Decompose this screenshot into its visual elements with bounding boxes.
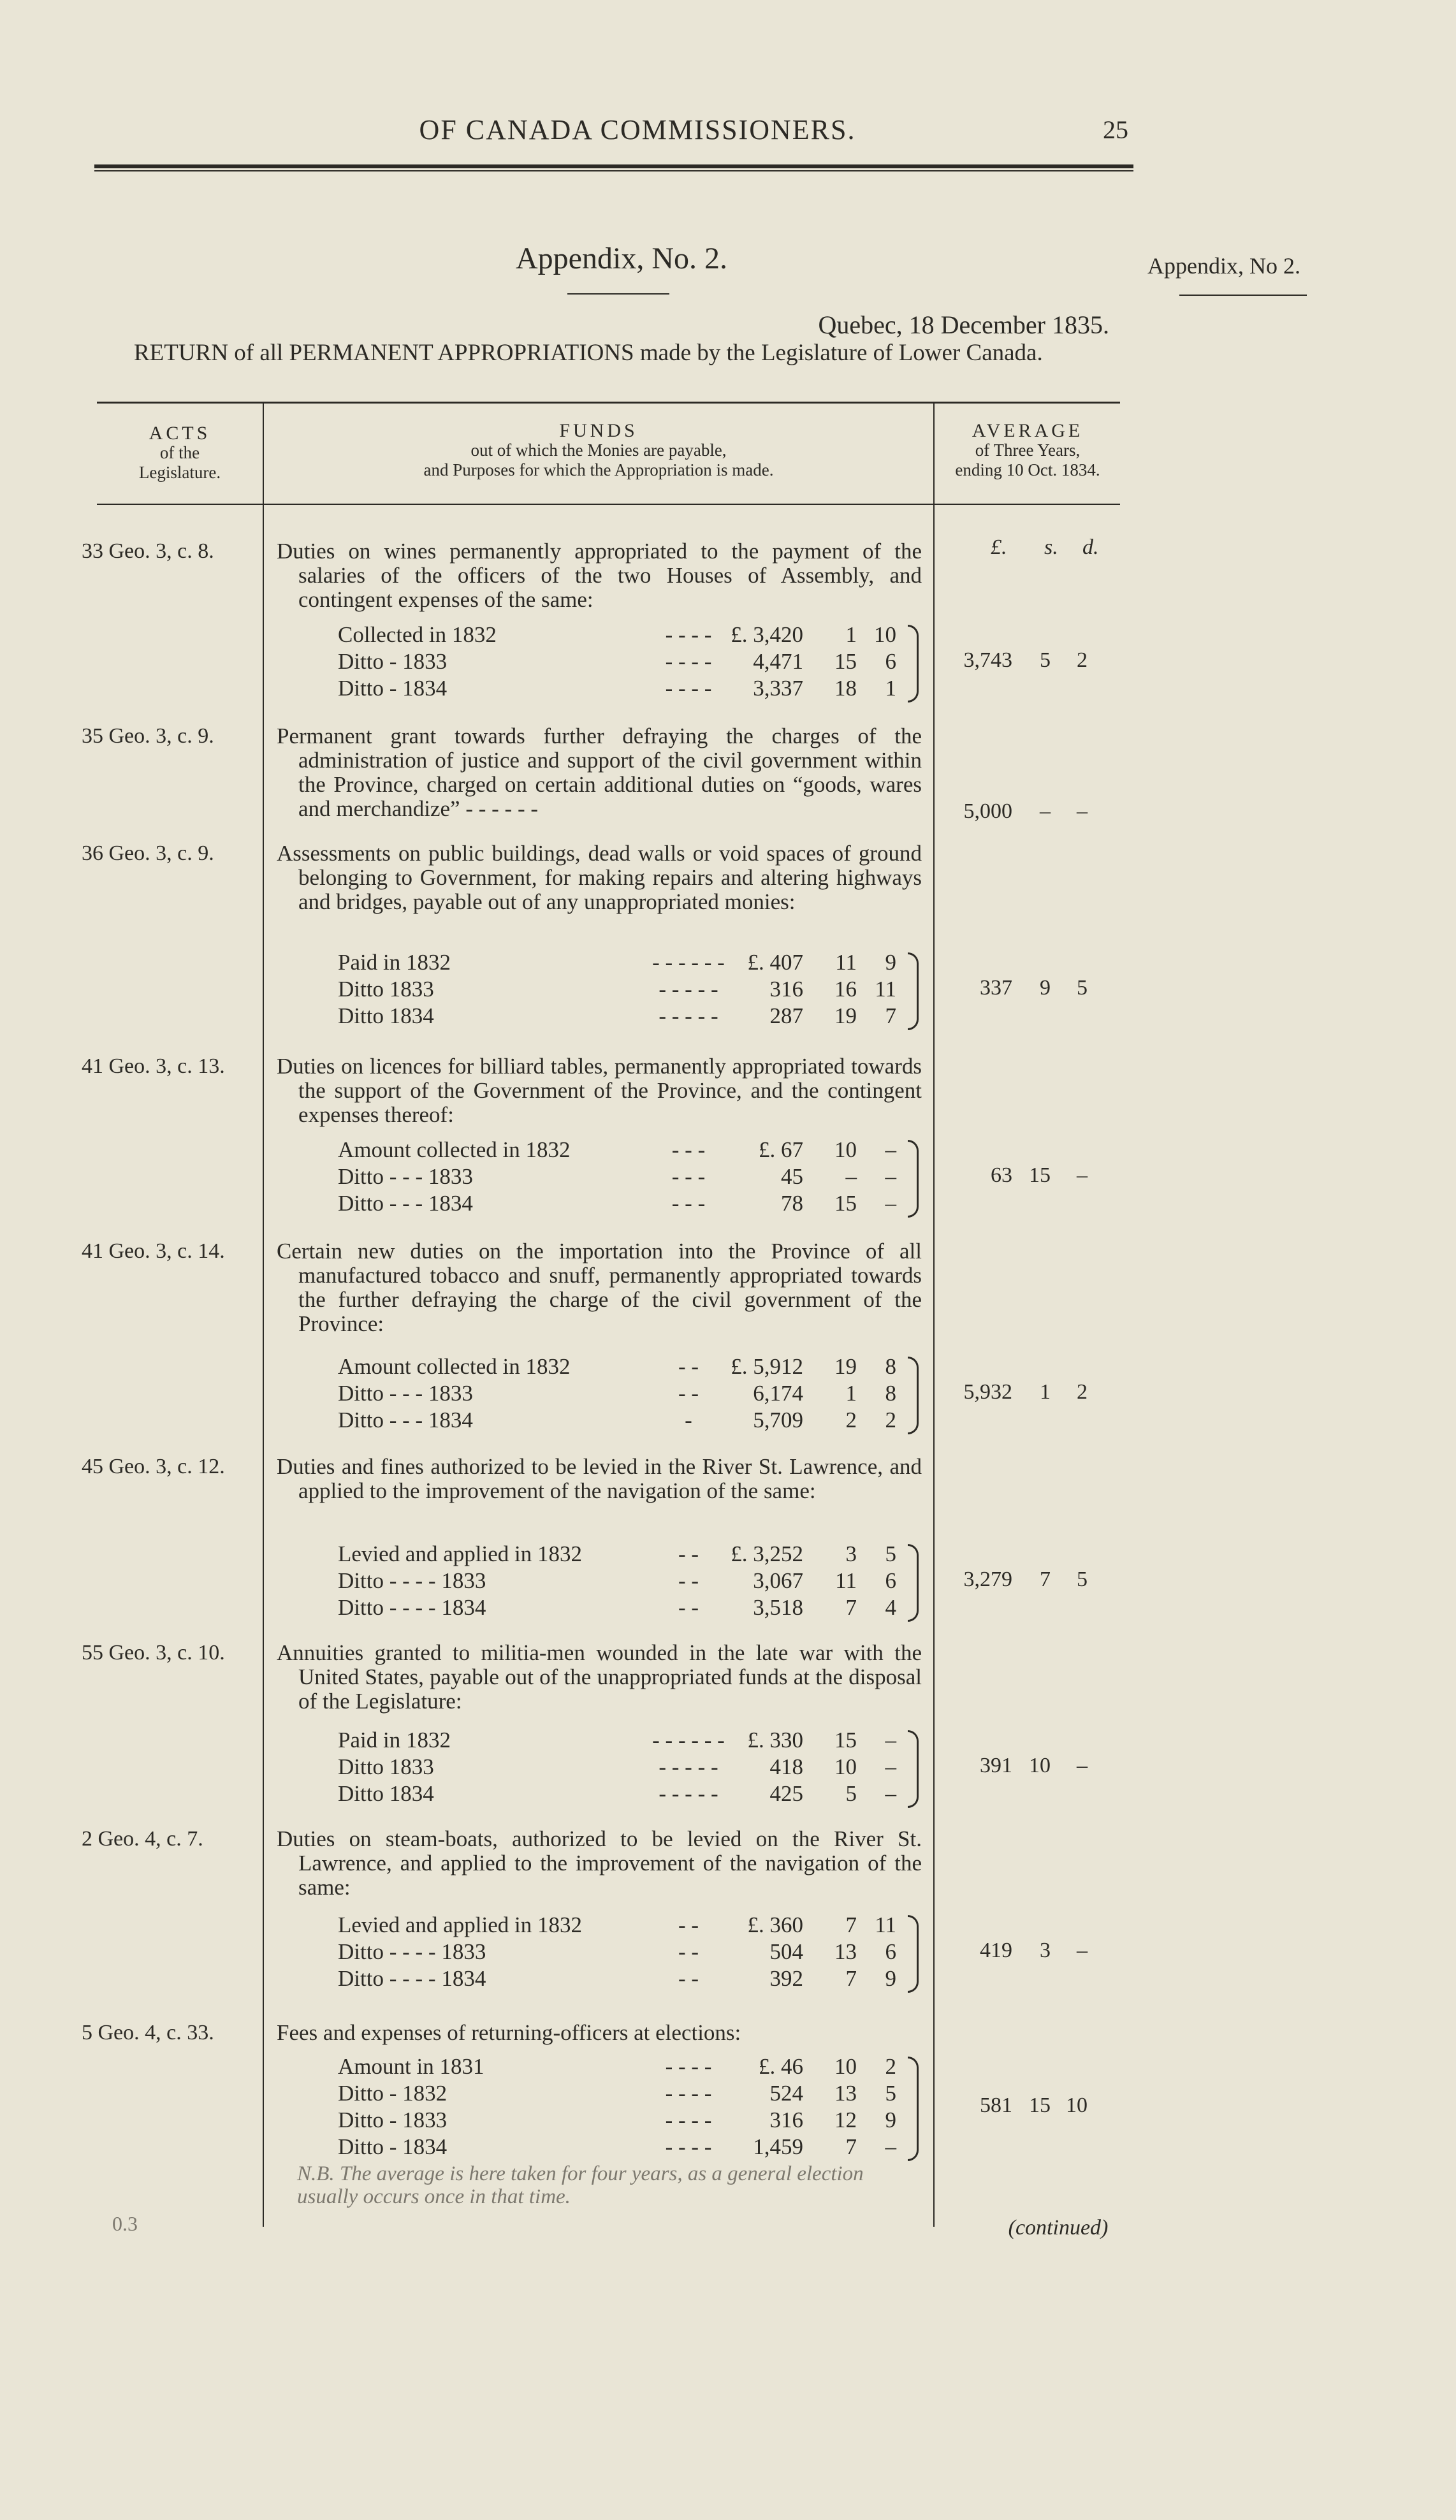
amount-pence: 11 bbox=[875, 977, 896, 1001]
amount-pounds: 392 bbox=[769, 1966, 803, 1991]
amount-pounds: 3,067 bbox=[753, 1568, 803, 1593]
amount-row bbox=[331, 1939, 924, 1965]
amount-label: Levied and applied in 1832 bbox=[338, 1912, 582, 1937]
amount-row bbox=[331, 950, 924, 975]
amount-leader-dots: - - - bbox=[671, 1137, 706, 1162]
average-pounds: 337 bbox=[980, 976, 1012, 1000]
amount-pounds: 1,459 bbox=[753, 2134, 803, 2159]
amount-pence: 9 bbox=[885, 1966, 896, 1991]
place-date: Quebec, 18 December 1835. bbox=[818, 310, 1109, 339]
fund-description: Annuities granted to militia-men wounded in the late war with the United States, payable out of the unappropriated funds at the disposal of the Legislature: bbox=[277, 1640, 922, 1714]
amount-pence: 6 bbox=[885, 649, 896, 674]
amount-pence: 11 bbox=[875, 1912, 896, 1937]
average-value bbox=[935, 799, 1121, 825]
average-value bbox=[935, 1939, 1121, 1964]
amount-label: Amount in 1831 bbox=[338, 2054, 484, 2079]
amount-row bbox=[331, 1781, 924, 1807]
average-currency-header bbox=[935, 535, 1121, 561]
amount-row bbox=[331, 1754, 924, 1780]
amount-shillings: – bbox=[845, 1164, 857, 1189]
act-reference: 36 Geo. 3, c. 9. bbox=[82, 841, 214, 865]
col-header-acts-title: ACTS bbox=[149, 423, 211, 444]
amount-pounds: £. 407 bbox=[747, 950, 803, 975]
table-header-rule bbox=[97, 504, 1120, 505]
col-header-average bbox=[935, 421, 1121, 480]
fund-description: Duties on steam-boats, authorized to be levied on the River St. Lawrence, and applied to the improvement of the navigation of the same: bbox=[277, 1826, 922, 1900]
running-header-title: OF CANADA COMMISSIONERS. bbox=[419, 114, 856, 145]
col-header-average-title: AVERAGE bbox=[972, 420, 1084, 441]
amount-leader-dots: - - - - - - bbox=[652, 950, 725, 975]
currency-pounds: £. bbox=[991, 535, 1007, 559]
amount-leader-dots: - - - - bbox=[665, 2108, 712, 2132]
act-reference: 55 Geo. 3, c. 10. bbox=[82, 1641, 225, 1664]
average-pounds: 63 bbox=[991, 1163, 1012, 1187]
amount-leader-dots: - - - - - bbox=[659, 1781, 718, 1806]
average-pence: – bbox=[1077, 1163, 1088, 1187]
amount-shillings: 13 bbox=[834, 1939, 857, 1964]
amount-pounds: 78 bbox=[781, 1191, 803, 1216]
col-header-acts bbox=[97, 423, 263, 483]
average-value bbox=[935, 976, 1121, 1001]
average-value bbox=[935, 1380, 1121, 1406]
amount-shillings: 18 bbox=[834, 676, 857, 701]
amount-leader-dots: - - - - - - bbox=[652, 1728, 725, 1752]
amount-pounds: £. 3,420 bbox=[731, 622, 803, 647]
amount-row bbox=[331, 977, 924, 1002]
amount-row bbox=[331, 1541, 924, 1567]
amount-pounds: 316 bbox=[769, 2108, 803, 2132]
amount-shillings: 10 bbox=[834, 1137, 857, 1162]
amount-pence: 9 bbox=[885, 950, 896, 975]
amount-leader-dots: - - - - - bbox=[659, 977, 718, 1001]
average-shillings: – bbox=[1040, 799, 1051, 823]
return-title: RETURN of all PERMANENT APPROPRIATIONS made by the Legislature of Lower Canada. bbox=[134, 340, 1043, 366]
amount-pence: 8 bbox=[885, 1354, 896, 1379]
average-shillings: 10 bbox=[1029, 1754, 1051, 1777]
amount-pence: 6 bbox=[885, 1939, 896, 1964]
amount-row bbox=[331, 1408, 924, 1433]
amount-pounds: £. 5,912 bbox=[731, 1354, 803, 1379]
average-value bbox=[935, 1754, 1121, 1779]
amount-pence: 5 bbox=[885, 2081, 896, 2106]
amount-label: Paid in 1832 bbox=[338, 950, 451, 975]
amount-leader-dots: - - bbox=[678, 1381, 699, 1406]
amount-pounds: 4,471 bbox=[753, 649, 803, 674]
amount-pounds: 425 bbox=[769, 1781, 803, 1806]
amount-leader-dots: - - bbox=[678, 1568, 699, 1593]
amount-pence: 4 bbox=[885, 1595, 896, 1620]
amount-shillings: 15 bbox=[834, 649, 857, 674]
average-pounds: 5,000 bbox=[963, 799, 1012, 823]
amount-leader-dots: - - - - bbox=[665, 676, 712, 701]
amount-pence: – bbox=[885, 1137, 896, 1162]
act-reference: 5 Geo. 4, c. 33. bbox=[82, 2021, 214, 2044]
amount-shillings: 12 bbox=[834, 2108, 857, 2132]
average-pounds: 419 bbox=[980, 1939, 1012, 1962]
amount-leader-dots: - - - - bbox=[665, 622, 712, 647]
average-value bbox=[935, 648, 1121, 674]
amount-shillings: 15 bbox=[834, 1728, 857, 1752]
average-pence: – bbox=[1077, 1939, 1088, 1962]
amount-pence: – bbox=[885, 1728, 896, 1752]
amount-leader-dots: - - - - bbox=[665, 2081, 712, 2106]
amount-pounds: 524 bbox=[769, 2081, 803, 2106]
amount-row bbox=[331, 676, 924, 701]
amount-shillings: 19 bbox=[834, 1003, 857, 1028]
amount-pence: 1 bbox=[885, 676, 896, 701]
col-divider-acts bbox=[263, 404, 264, 2227]
average-value bbox=[935, 2094, 1121, 2119]
amount-pounds: £. 330 bbox=[747, 1728, 803, 1752]
act-reference: 41 Geo. 3, c. 13. bbox=[82, 1054, 225, 1078]
amount-leader-dots: - - bbox=[678, 1912, 699, 1937]
amount-shillings: 7 bbox=[845, 1966, 857, 1991]
amount-label: Levied and applied in 1832 bbox=[338, 1541, 582, 1566]
amount-shillings: 16 bbox=[834, 977, 857, 1001]
amount-row bbox=[331, 2054, 924, 2079]
amount-leader-dots: - - bbox=[678, 1354, 699, 1379]
currency-pence: d. bbox=[1082, 535, 1099, 559]
currency-shillings: s. bbox=[1044, 535, 1058, 559]
amount-shillings: 5 bbox=[845, 1781, 857, 1806]
amount-shillings: 10 bbox=[834, 1754, 857, 1779]
amount-label: Ditto - - - - 1833 bbox=[338, 1568, 486, 1593]
amount-leader-dots: - - - - bbox=[665, 649, 712, 674]
col-header-funds-sub1: out of which the Monies are payable, bbox=[470, 441, 727, 460]
appendix-title: Appendix, No. 2. bbox=[516, 242, 727, 275]
amount-label: Ditto - - - 1833 bbox=[338, 1164, 473, 1189]
amount-label: Ditto - 1832 bbox=[338, 2081, 448, 2106]
amount-shillings: 2 bbox=[845, 1408, 857, 1432]
amount-pounds: £. 3,252 bbox=[731, 1541, 803, 1566]
average-pence: – bbox=[1077, 799, 1088, 823]
amount-leader-dots: - - bbox=[678, 1595, 699, 1620]
nb-note: N.B. The average is here taken for four years, as a general election usually occurs once in that time. bbox=[297, 2162, 864, 2208]
amount-label: Collected in 1832 bbox=[338, 622, 497, 647]
amount-label: Amount collected in 1832 bbox=[338, 1354, 571, 1379]
act-reference: 35 Geo. 3, c. 9. bbox=[82, 724, 214, 748]
average-shillings: 15 bbox=[1029, 2094, 1051, 2117]
amount-shillings: 7 bbox=[845, 1595, 857, 1620]
side-note: Appendix, No 2. bbox=[1147, 253, 1300, 279]
amount-brace bbox=[908, 1140, 919, 1218]
amount-pence: – bbox=[885, 1781, 896, 1806]
amount-pounds: 316 bbox=[769, 977, 803, 1001]
amount-row bbox=[331, 1137, 924, 1163]
average-pence: 2 bbox=[1077, 1380, 1088, 1404]
average-shillings: 5 bbox=[1040, 648, 1051, 672]
amount-pence: 6 bbox=[885, 1568, 896, 1593]
amount-leader-dots: - - bbox=[678, 1939, 699, 1964]
amount-brace bbox=[908, 1915, 919, 1993]
amount-brace bbox=[908, 952, 919, 1030]
amount-row bbox=[331, 1164, 924, 1190]
amount-pounds: £. 46 bbox=[759, 2054, 803, 2079]
amount-shillings: 3 bbox=[845, 1541, 857, 1566]
amount-brace bbox=[908, 1544, 919, 1622]
amount-shillings: 10 bbox=[834, 2054, 857, 2079]
amount-label: Ditto 1834 bbox=[338, 1003, 434, 1028]
amount-leader-dots: - - - bbox=[671, 1191, 706, 1216]
amount-pounds: 5,709 bbox=[753, 1408, 803, 1432]
header-rule-thick bbox=[94, 164, 1133, 168]
amount-shillings: 15 bbox=[834, 1191, 857, 1216]
amount-row bbox=[331, 1191, 924, 1216]
amount-label: Ditto - 1833 bbox=[338, 649, 448, 674]
amount-label: Ditto - 1834 bbox=[338, 2134, 448, 2159]
amount-row bbox=[331, 1003, 924, 1029]
amount-leader-dots: - bbox=[685, 1408, 692, 1432]
amount-label: Paid in 1832 bbox=[338, 1728, 451, 1752]
amount-pence: 5 bbox=[885, 1541, 896, 1566]
amount-pounds: 504 bbox=[769, 1939, 803, 1964]
amount-pounds: 3,337 bbox=[753, 676, 803, 701]
amount-leader-dots: - - - bbox=[671, 1164, 706, 1189]
table-top-rule bbox=[97, 402, 1120, 404]
amount-label: Ditto - 1833 bbox=[338, 2108, 448, 2132]
side-note-underline bbox=[1179, 295, 1307, 296]
amount-leader-dots: - - - - - bbox=[659, 1003, 718, 1028]
amount-pence: – bbox=[885, 1191, 896, 1216]
amount-pence: 8 bbox=[885, 1381, 896, 1406]
amount-pence: – bbox=[885, 2134, 896, 2159]
average-value bbox=[935, 1163, 1121, 1189]
average-pounds: 3,279 bbox=[963, 1568, 1012, 1591]
amount-label: Ditto 1833 bbox=[338, 977, 434, 1001]
amount-brace bbox=[908, 1357, 919, 1434]
amount-shillings: 13 bbox=[834, 2081, 857, 2106]
amount-label: Ditto - - - 1833 bbox=[338, 1381, 473, 1406]
average-pounds: 391 bbox=[980, 1754, 1012, 1777]
average-pence: 5 bbox=[1077, 976, 1088, 1000]
col-header-funds bbox=[264, 421, 933, 480]
header-rule-thin bbox=[94, 170, 1133, 171]
amount-label: Ditto - - - 1834 bbox=[338, 1408, 473, 1432]
amount-leader-dots: - - - - - bbox=[659, 1754, 718, 1779]
amount-brace bbox=[908, 2057, 919, 2161]
amount-row bbox=[331, 2108, 924, 2133]
act-reference: 45 Geo. 3, c. 12. bbox=[82, 1455, 225, 1478]
amount-row bbox=[331, 1912, 924, 1938]
amount-pounds: 418 bbox=[769, 1754, 803, 1779]
amount-leader-dots: - - - - bbox=[665, 2054, 712, 2079]
act-reference: 41 Geo. 3, c. 14. bbox=[82, 1239, 225, 1263]
amount-row bbox=[331, 622, 924, 648]
amount-row bbox=[331, 649, 924, 674]
amount-row bbox=[331, 1381, 924, 1406]
col-header-average-sub2: ending 10 Oct. 1834. bbox=[955, 460, 1100, 479]
act-reference: 2 Geo. 4, c. 7. bbox=[82, 1827, 203, 1851]
amount-label: Ditto - - - - 1833 bbox=[338, 1939, 486, 1964]
average-pence: 5 bbox=[1077, 1568, 1088, 1591]
amount-pounds: 3,518 bbox=[753, 1595, 803, 1620]
amount-row bbox=[331, 1966, 924, 1992]
amount-brace bbox=[908, 1730, 919, 1808]
amount-pounds: £. 67 bbox=[759, 1137, 803, 1162]
amount-pounds: 45 bbox=[781, 1164, 803, 1189]
amount-pounds: 6,174 bbox=[753, 1381, 803, 1406]
amount-pounds: 287 bbox=[769, 1003, 803, 1028]
amount-row bbox=[331, 1728, 924, 1753]
average-value bbox=[935, 1568, 1121, 1593]
amount-leader-dots: - - bbox=[678, 1966, 699, 1991]
amount-shillings: 7 bbox=[845, 1912, 857, 1937]
amount-pence: – bbox=[885, 1754, 896, 1779]
continued-note: (continued) bbox=[1008, 2216, 1109, 2240]
amount-row bbox=[331, 1354, 924, 1380]
amount-brace bbox=[908, 625, 919, 703]
col-header-acts-sub1: of the bbox=[159, 443, 200, 462]
average-shillings: 9 bbox=[1040, 976, 1051, 1000]
average-pounds: 581 bbox=[980, 2094, 1012, 2117]
fund-description: Duties on licences for billiard tables, permanently appropriated towards the support of the Government of the Province, and the contingent expenses thereof: bbox=[277, 1054, 922, 1127]
amount-row bbox=[331, 2134, 924, 2160]
fund-description: Certain new duties on the importation into the Province of all manufactured tobacco and snuff, permanently appropriated towards the further defraying the charge of the civil government of the Province: bbox=[277, 1239, 922, 1336]
amount-row bbox=[331, 1595, 924, 1621]
amount-label: Amount collected in 1832 bbox=[338, 1137, 571, 1162]
average-pence: 2 bbox=[1077, 648, 1088, 672]
amount-pence: 2 bbox=[885, 2054, 896, 2079]
col-header-average-sub1: of Three Years, bbox=[975, 441, 1081, 460]
amount-shillings: 7 bbox=[845, 2134, 857, 2159]
amount-label: Ditto - - - 1834 bbox=[338, 1191, 473, 1216]
amount-row bbox=[331, 2081, 924, 2106]
col-header-acts-sub2: Legislature. bbox=[138, 463, 221, 482]
amount-pounds: £. 360 bbox=[747, 1912, 803, 1937]
average-pence: – bbox=[1077, 1754, 1088, 1777]
fund-description: Duties and fines authorized to be levied in the River St. Lawrence, and applied to the improvement of the navigation of the same: bbox=[277, 1454, 922, 1503]
amount-pence: 7 bbox=[885, 1003, 896, 1028]
folio-mark: 0.3 bbox=[112, 2212, 138, 2235]
amount-shillings: 11 bbox=[835, 1568, 857, 1593]
average-shillings: 7 bbox=[1040, 1568, 1051, 1591]
average-shillings: 15 bbox=[1029, 1163, 1051, 1187]
fund-description: Fees and expenses of returning-officers at elections: bbox=[277, 2020, 741, 2045]
appendix-title-underline bbox=[567, 293, 669, 295]
amount-row bbox=[331, 1568, 924, 1594]
fund-description: Permanent grant towards further defraying the charges of the administration of justice and support of the civil government within the Province, charged on certain additional duties on “goods, wares and merchandize” - - - - - - bbox=[277, 724, 922, 821]
average-shillings: 1 bbox=[1040, 1380, 1051, 1404]
average-shillings: 3 bbox=[1040, 1939, 1051, 1962]
amount-shillings: 1 bbox=[845, 622, 857, 647]
amount-label: Ditto 1834 bbox=[338, 1781, 434, 1806]
average-pounds: 5,932 bbox=[963, 1380, 1012, 1404]
amount-pence: – bbox=[885, 1164, 896, 1189]
amount-label: Ditto - - - - 1834 bbox=[338, 1966, 486, 1991]
amount-pence: 9 bbox=[885, 2108, 896, 2132]
col-header-funds-sub2: and Purposes for which the Appropriation is made. bbox=[423, 460, 774, 479]
col-header-funds-title: FUNDS bbox=[559, 420, 638, 441]
amount-leader-dots: - - bbox=[678, 1541, 699, 1566]
fund-description: Assessments on public buildings, dead walls or void spaces of ground belonging to Government, for making repairs and altering highways and bridges, payable out of any unappropriated monies: bbox=[277, 841, 922, 914]
average-pence: 10 bbox=[1066, 2094, 1088, 2117]
amount-label: Ditto - - - - 1834 bbox=[338, 1595, 486, 1620]
amount-shillings: 1 bbox=[845, 1381, 857, 1406]
average-pounds: 3,743 bbox=[963, 648, 1012, 672]
amount-pence: 2 bbox=[885, 1408, 896, 1432]
fund-description: Duties on wines permanently appropriated to the payment of the salaries of the officers of the two Houses of Assembly, and contingent expenses of the same: bbox=[277, 539, 922, 612]
page-number: 25 bbox=[1103, 115, 1128, 144]
amount-label: Ditto 1833 bbox=[338, 1754, 434, 1779]
amount-pence: 10 bbox=[874, 622, 896, 647]
amount-label: Ditto - 1834 bbox=[338, 676, 448, 701]
act-reference: 33 Geo. 3, c. 8. bbox=[82, 539, 214, 563]
amount-shillings: 11 bbox=[835, 950, 857, 975]
amount-leader-dots: - - - - bbox=[665, 2134, 712, 2159]
amount-shillings: 19 bbox=[834, 1354, 857, 1379]
